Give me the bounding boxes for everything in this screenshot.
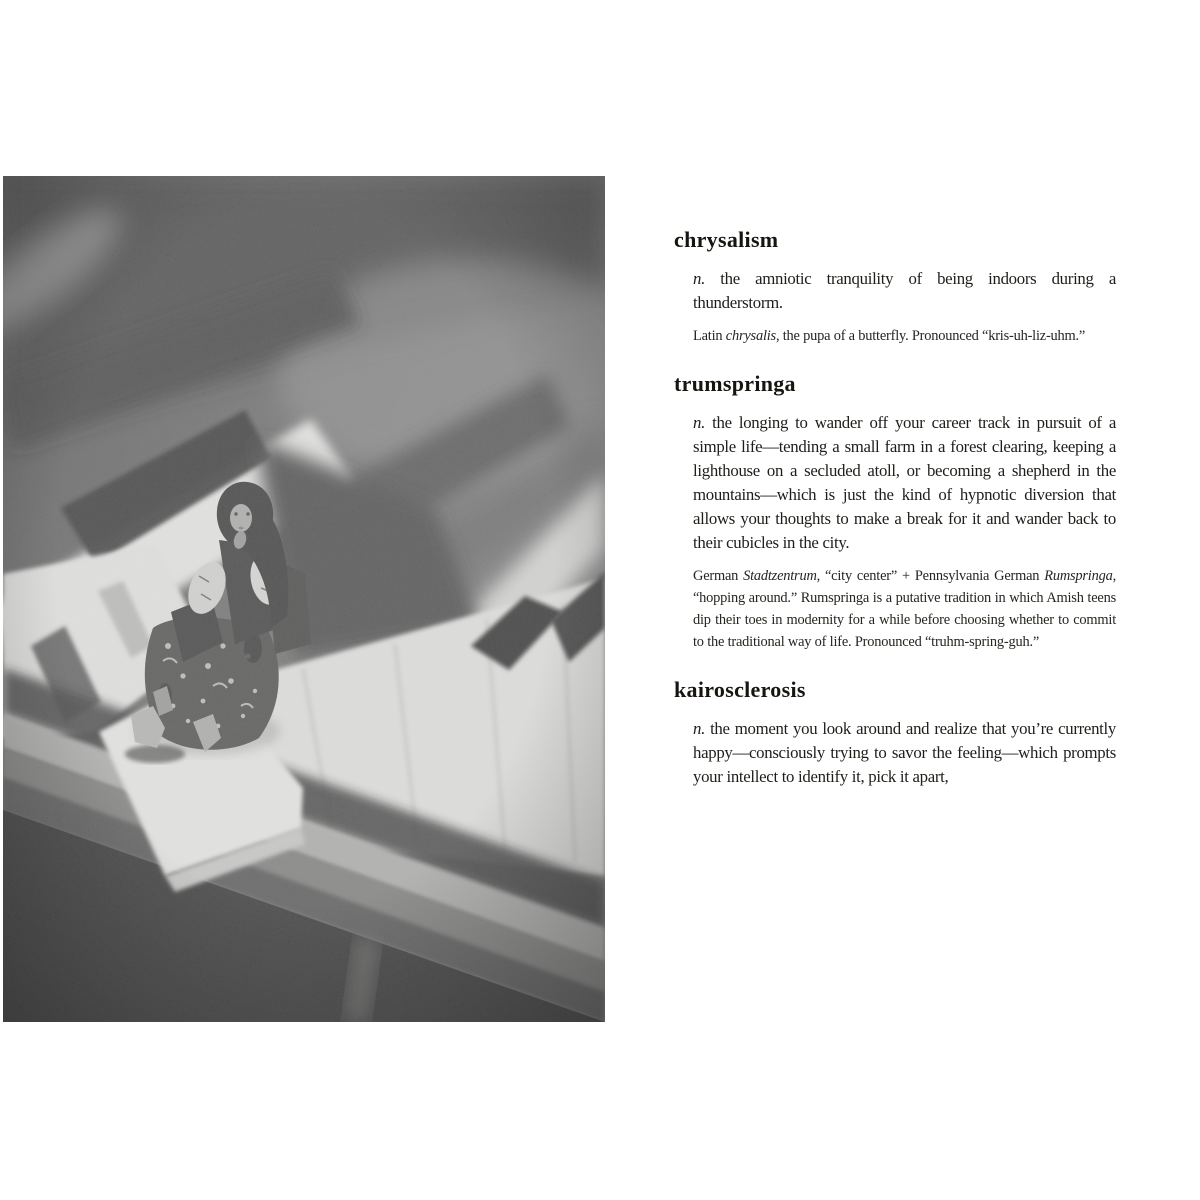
piano-photo: [3, 176, 605, 1022]
etymology-text: , “city center” + Pennsylvania German: [816, 568, 1045, 584]
part-of-speech: n.: [693, 269, 705, 288]
etymology-term: chrysalis: [725, 328, 776, 344]
entry-headword: trumspringa: [674, 371, 796, 396]
definition-text: the moment you look around and realize that you’re currently happy—consciously trying to savor the feeling—which prompts your intellect to identify it, pick it apart,: [693, 719, 1116, 786]
part-of-speech: n.: [693, 719, 705, 738]
dictionary-entry: [674, 677, 1116, 789]
etymology-text: German: [693, 568, 744, 584]
entry-etymology: [693, 565, 1116, 653]
etymology-term: Rumspringa: [1044, 568, 1113, 584]
part-of-speech: n.: [693, 413, 705, 432]
entry-definition: [693, 717, 1116, 789]
piano-photo-art: [3, 176, 605, 1022]
definitions-column: [674, 227, 1116, 799]
definition-text: the amniotic tranquility of being indoors during a thunderstorm.: [693, 269, 1116, 312]
entry-headword: chrysalism: [674, 227, 779, 252]
entry-definition: [693, 267, 1116, 315]
entry-list: [674, 227, 1116, 789]
dictionary-entry: [674, 227, 1116, 347]
entry-etymology: [693, 325, 1116, 347]
definition-text: the longing to wander off your career track in pursuit of a simple life—tending a small farm in a forest clearing, keeping a lighthouse on a secluded atoll, or becoming a shepherd in the mountains—which is just the kind of hypnotic diversion that allows your thoughts to make a break for it and wander back to their cubicles in the city.: [693, 413, 1116, 552]
entry-headword: kairosclerosis: [674, 677, 806, 702]
etymology-term: Stadtzentrum: [743, 568, 817, 584]
dictionary-entry: [674, 371, 1116, 653]
entry-definition: [693, 411, 1116, 555]
etymology-text: , the pupa of a butterfly. Pronounced “kris-uh-liz-uhm.”: [775, 328, 1086, 344]
etymology-text: , “hopping around.” Rumspringa is a putative tradition in which Amish teens dip their toes in modernity for a while before choosing whether to commit to the traditional way of life. Pronounced “truhm-spring-guh.”: [693, 568, 1116, 650]
etymology-text: Latin: [693, 328, 726, 344]
